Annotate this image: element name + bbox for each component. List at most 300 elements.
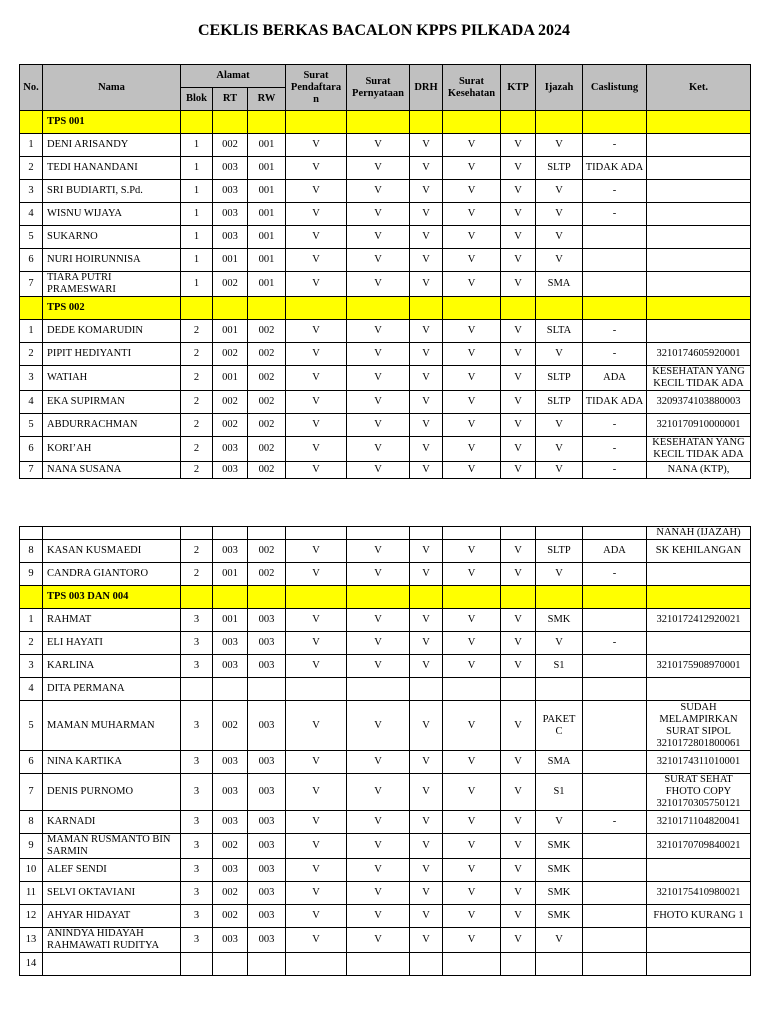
cell-surat-pernyataan: V [347, 343, 410, 366]
cell-ktp: V [501, 655, 536, 678]
cell-caslistung: - [583, 134, 647, 157]
cell-nama: DITA PERMANA [43, 678, 181, 701]
cell-drh: V [410, 540, 443, 563]
cell-ket: NANA (KTP), [647, 462, 751, 479]
cell-nama: PIPIT HEDIYANTI [43, 343, 181, 366]
table-row [20, 527, 751, 540]
cell-nama [43, 527, 181, 540]
cell-surat-pernyataan: V [347, 928, 410, 953]
cell-caslistung [583, 609, 647, 632]
cell-no: 12 [20, 905, 43, 928]
cell-ktp: V [501, 249, 536, 272]
cell-surat-kesehatan: V [443, 249, 501, 272]
cell-caslistung: - [583, 343, 647, 366]
cell-drh: V [410, 414, 443, 437]
cell-ktp: V [501, 134, 536, 157]
cell-nama [43, 953, 181, 976]
cell-ktp: V [501, 540, 536, 563]
cell-rt: 002 [213, 134, 248, 157]
table-row [20, 540, 751, 563]
cell-nama: TIARA PUTRI PRAMESWARI [43, 272, 181, 297]
table-row [20, 882, 751, 905]
cell-rt: 003 [213, 928, 248, 953]
cell-surat-pendaftaran: V [286, 249, 347, 272]
cell-caslistung [583, 928, 647, 953]
cell-surat-kesehatan: V [443, 437, 501, 462]
cell-rw: 003 [248, 609, 286, 632]
cell-ket: SURAT SEHAT FHOTO COPY 3210170305750121 [647, 774, 751, 811]
table-row [20, 928, 751, 953]
table-row [20, 134, 751, 157]
section-row [20, 586, 751, 609]
cell-caslistung: - [583, 811, 647, 834]
cell-rw: 003 [248, 834, 286, 859]
cell-rt: 002 [213, 882, 248, 905]
cell-nama: KORI’AH [43, 437, 181, 462]
cell-rt: 002 [213, 272, 248, 297]
cell-caslistung: - [583, 180, 647, 203]
section-cell [501, 586, 536, 609]
section-cell [181, 586, 213, 609]
header-rw: RW [248, 88, 286, 111]
cell-ket [647, 272, 751, 297]
section-cell [583, 297, 647, 320]
cell-surat-kesehatan: V [443, 391, 501, 414]
cell-surat-pernyataan: V [347, 701, 410, 751]
cell-surat-pernyataan: V [347, 391, 410, 414]
cell-nama: RAHMAT [43, 609, 181, 632]
section-cell [213, 586, 248, 609]
cell-no: 4 [20, 391, 43, 414]
section-cell [286, 111, 347, 134]
cell-no: 6 [20, 751, 43, 774]
cell-blok: 3 [181, 859, 213, 882]
cell-ket: KESEHATAN YANG KECIL TIDAK ADA [647, 437, 751, 462]
cell-nama: ALEF SENDI [43, 859, 181, 882]
cell-nama: WISNU WIJAYA [43, 203, 181, 226]
table-row [20, 859, 751, 882]
cell-rw: 002 [248, 563, 286, 586]
cell-surat-pernyataan: V [347, 366, 410, 391]
cell-ktp: V [501, 157, 536, 180]
cell-drh: V [410, 632, 443, 655]
cell-surat-pendaftaran: V [286, 320, 347, 343]
cell-no: 2 [20, 157, 43, 180]
cell-ijazah [536, 527, 583, 540]
section-cell [443, 111, 501, 134]
cell-ket: 3210175908970001 [647, 655, 751, 678]
cell-ktp: V [501, 774, 536, 811]
cell-caslistung [583, 751, 647, 774]
cell-rt: 003 [213, 437, 248, 462]
cell-no: 1 [20, 134, 43, 157]
cell-surat-pendaftaran: V [286, 905, 347, 928]
cell-drh: V [410, 751, 443, 774]
cell-ktp [501, 527, 536, 540]
table-row [20, 366, 751, 391]
cell-caslistung [583, 678, 647, 701]
cell-ktp: V [501, 928, 536, 953]
section-row [20, 297, 751, 320]
cell-ket [647, 157, 751, 180]
cell-rw: 003 [248, 928, 286, 953]
cell-blok: 2 [181, 343, 213, 366]
cell-ktp: V [501, 811, 536, 834]
header-ket: Ket. [647, 65, 751, 111]
header-blok: Blok [181, 88, 213, 111]
cell-ijazah: V [536, 632, 583, 655]
cell-surat-pernyataan: V [347, 540, 410, 563]
table-row [20, 157, 751, 180]
cell-surat-pernyataan: V [347, 203, 410, 226]
cell-blok: 1 [181, 203, 213, 226]
cell-rt: 003 [213, 811, 248, 834]
cell-rw: 001 [248, 226, 286, 249]
cell-rw: 003 [248, 859, 286, 882]
cell-rt: 003 [213, 462, 248, 479]
cell-surat-pendaftaran: V [286, 701, 347, 751]
cell-surat-kesehatan: V [443, 751, 501, 774]
table-row [20, 437, 751, 462]
cell-ket: FHOTO KURANG 1 [647, 905, 751, 928]
section-cell [443, 586, 501, 609]
cell-no: 5 [20, 414, 43, 437]
cell-ijazah: SMK [536, 834, 583, 859]
section-cell [647, 111, 751, 134]
table-row [20, 563, 751, 586]
cell-rt: 003 [213, 632, 248, 655]
cell-surat-pernyataan: V [347, 437, 410, 462]
table-row [20, 462, 751, 479]
table-row [20, 678, 751, 701]
cell-blok [181, 678, 213, 701]
cell-rt: 001 [213, 249, 248, 272]
cell-surat-pendaftaran: V [286, 563, 347, 586]
cell-nama: DENI ARISANDY [43, 134, 181, 157]
cell-surat-pendaftaran: V [286, 928, 347, 953]
section-cell [410, 586, 443, 609]
cell-rw: 003 [248, 811, 286, 834]
cell-drh: V [410, 609, 443, 632]
cell-surat-pendaftaran: V [286, 540, 347, 563]
table-row [20, 834, 751, 859]
cell-drh: V [410, 320, 443, 343]
cell-rw [248, 953, 286, 976]
cell-blok: 2 [181, 563, 213, 586]
section-cell [647, 297, 751, 320]
cell-drh: V [410, 203, 443, 226]
cell-ktp: V [501, 834, 536, 859]
cell-no: 5 [20, 226, 43, 249]
cell-surat-kesehatan [443, 678, 501, 701]
cell-ket [647, 928, 751, 953]
cell-nama: SELVI OKTAVIANI [43, 882, 181, 905]
cell-surat-pernyataan: V [347, 414, 410, 437]
cell-blok: 3 [181, 811, 213, 834]
cell-ijazah: SMK [536, 609, 583, 632]
cell-blok: 3 [181, 655, 213, 678]
cell-rw: 002 [248, 462, 286, 479]
cell-nama: EKA SUPIRMAN [43, 391, 181, 414]
cell-ktp: V [501, 751, 536, 774]
cell-surat-kesehatan: V [443, 834, 501, 859]
checklist-table-page-2 [19, 526, 751, 976]
section-cell [347, 586, 410, 609]
cell-nama: MAMAN MUHARMAN [43, 701, 181, 751]
cell-rt: 001 [213, 366, 248, 391]
cell-drh: V [410, 437, 443, 462]
cell-drh: V [410, 774, 443, 811]
cell-surat-pendaftaran [286, 527, 347, 540]
cell-drh: V [410, 905, 443, 928]
section-row [20, 111, 751, 134]
cell-ktp: V [501, 320, 536, 343]
header-drh: DRH [410, 65, 443, 111]
table-row [20, 953, 751, 976]
section-label: TPS 003 DAN 004 [43, 586, 181, 609]
cell-surat-pernyataan: V [347, 320, 410, 343]
cell-ket: 3210170910000001 [647, 414, 751, 437]
cell-rt [213, 953, 248, 976]
section-cell [20, 586, 43, 609]
cell-drh: V [410, 701, 443, 751]
cell-drh: V [410, 343, 443, 366]
cell-blok: 1 [181, 157, 213, 180]
cell-surat-kesehatan: V [443, 882, 501, 905]
cell-no: 2 [20, 343, 43, 366]
cell-surat-pernyataan [347, 953, 410, 976]
header-surat-kesehatan: Surat Kesehatan [443, 65, 501, 111]
cell-surat-pernyataan: V [347, 859, 410, 882]
cell-surat-kesehatan: V [443, 609, 501, 632]
cell-ktp: V [501, 462, 536, 479]
cell-ket: SK KEHILANGAN [647, 540, 751, 563]
cell-surat-pernyataan: V [347, 134, 410, 157]
cell-ijazah: S1 [536, 774, 583, 811]
cell-rt: 001 [213, 320, 248, 343]
cell-ket [647, 678, 751, 701]
cell-caslistung: ADA [583, 540, 647, 563]
cell-rw: 002 [248, 540, 286, 563]
section-cell [410, 297, 443, 320]
cell-ijazah: V [536, 563, 583, 586]
section-cell [286, 297, 347, 320]
cell-blok: 2 [181, 437, 213, 462]
table-row [20, 905, 751, 928]
cell-blok: 2 [181, 320, 213, 343]
cell-blok: 3 [181, 632, 213, 655]
cell-ijazah: SMK [536, 882, 583, 905]
cell-surat-kesehatan: V [443, 774, 501, 811]
cell-ktp: V [501, 609, 536, 632]
cell-surat-pendaftaran: V [286, 632, 347, 655]
cell-surat-kesehatan: V [443, 203, 501, 226]
table-row [20, 249, 751, 272]
cell-ktp: V [501, 905, 536, 928]
table-row [20, 343, 751, 366]
section-label: TPS 001 [43, 111, 181, 134]
cell-rt: 003 [213, 540, 248, 563]
cell-blok [181, 527, 213, 540]
cell-nama: TEDI HANANDANI [43, 157, 181, 180]
cell-surat-pernyataan: V [347, 655, 410, 678]
cell-no: 9 [20, 834, 43, 859]
cell-rt: 002 [213, 701, 248, 751]
cell-rw: 002 [248, 437, 286, 462]
cell-drh: V [410, 272, 443, 297]
cell-surat-pendaftaran: V [286, 882, 347, 905]
cell-caslistung [583, 953, 647, 976]
cell-surat-kesehatan: V [443, 859, 501, 882]
cell-ijazah: V [536, 249, 583, 272]
header-caslistung: Caslistung [583, 65, 647, 111]
cell-rt: 002 [213, 343, 248, 366]
section-cell [647, 586, 751, 609]
table-row [20, 701, 751, 751]
cell-surat-kesehatan: V [443, 540, 501, 563]
cell-no: 7 [20, 462, 43, 479]
cell-rt: 003 [213, 203, 248, 226]
cell-surat-kesehatan: V [443, 366, 501, 391]
cell-surat-kesehatan: V [443, 343, 501, 366]
cell-drh: V [410, 226, 443, 249]
cell-ijazah: SLTP [536, 157, 583, 180]
cell-nama: KASAN KUSMAEDI [43, 540, 181, 563]
cell-caslistung: - [583, 632, 647, 655]
cell-drh: V [410, 928, 443, 953]
cell-ijazah: SLTP [536, 366, 583, 391]
cell-surat-pernyataan: V [347, 834, 410, 859]
cell-surat-pernyataan: V [347, 462, 410, 479]
cell-blok: 1 [181, 272, 213, 297]
section-cell [248, 111, 286, 134]
cell-drh: V [410, 249, 443, 272]
cell-ijazah: SMK [536, 905, 583, 928]
cell-nama: DEDE KOMARUDIN [43, 320, 181, 343]
cell-surat-kesehatan: V [443, 320, 501, 343]
cell-rt [213, 678, 248, 701]
cell-ijazah: V [536, 180, 583, 203]
cell-no: 3 [20, 655, 43, 678]
cell-rt: 003 [213, 157, 248, 180]
cell-caslistung: ADA [583, 366, 647, 391]
cell-ktp: V [501, 366, 536, 391]
cell-caslistung [583, 527, 647, 540]
cell-ijazah: V [536, 226, 583, 249]
cell-ket [647, 180, 751, 203]
cell-ket [647, 859, 751, 882]
cell-rw: 002 [248, 414, 286, 437]
cell-ktp: V [501, 391, 536, 414]
cell-ket [647, 563, 751, 586]
header-surat-pernyataan: Surat Pernyataan [347, 65, 410, 111]
table-row [20, 180, 751, 203]
cell-surat-pendaftaran: V [286, 774, 347, 811]
cell-surat-kesehatan: V [443, 414, 501, 437]
cell-rt: 001 [213, 609, 248, 632]
cell-blok: 3 [181, 609, 213, 632]
section-cell [20, 297, 43, 320]
cell-ijazah: V [536, 928, 583, 953]
cell-surat-kesehatan: V [443, 905, 501, 928]
cell-ijazah: V [536, 134, 583, 157]
cell-rw: 001 [248, 180, 286, 203]
cell-surat-kesehatan: V [443, 272, 501, 297]
cell-surat-kesehatan: V [443, 157, 501, 180]
document-title: CEKLIS BERKAS BACALON KPPS PILKADA 2024 [197, 22, 571, 39]
cell-ktp: V [501, 632, 536, 655]
cell-rw: 002 [248, 391, 286, 414]
section-cell [347, 111, 410, 134]
cell-ktp [501, 953, 536, 976]
cell-drh [410, 953, 443, 976]
header-no: No. [20, 65, 43, 111]
cell-rw: 003 [248, 632, 286, 655]
table-row [20, 811, 751, 834]
cell-rw: 002 [248, 343, 286, 366]
cell-rt: 001 [213, 563, 248, 586]
table-row [20, 391, 751, 414]
cell-no: 4 [20, 678, 43, 701]
table-row [20, 226, 751, 249]
header-nama: Nama [43, 65, 181, 111]
cell-surat-pendaftaran: V [286, 437, 347, 462]
cell-rt: 003 [213, 180, 248, 203]
cell-drh: V [410, 811, 443, 834]
cell-no: 7 [20, 774, 43, 811]
table-body-page-2 [20, 527, 751, 976]
cell-caslistung: - [583, 462, 647, 479]
cell-rw: 001 [248, 157, 286, 180]
cell-drh: V [410, 859, 443, 882]
cell-surat-kesehatan: V [443, 928, 501, 953]
cell-surat-pendaftaran: V [286, 226, 347, 249]
section-cell [410, 111, 443, 134]
cell-ket: 3209374103880003 [647, 391, 751, 414]
cell-surat-pernyataan [347, 527, 410, 540]
header-alamat: Alamat [181, 65, 286, 88]
cell-surat-pendaftaran: V [286, 609, 347, 632]
cell-ijazah [536, 678, 583, 701]
cell-surat-pernyataan: V [347, 811, 410, 834]
cell-caslistung [583, 701, 647, 751]
cell-no: 13 [20, 928, 43, 953]
table-row [20, 751, 751, 774]
cell-surat-pernyataan: V [347, 226, 410, 249]
cell-ket [647, 632, 751, 655]
cell-surat-pernyataan: V [347, 609, 410, 632]
cell-ijazah: V [536, 462, 583, 479]
cell-surat-pendaftaran: V [286, 751, 347, 774]
cell-no: 10 [20, 859, 43, 882]
cell-surat-kesehatan: V [443, 462, 501, 479]
cell-no: 8 [20, 540, 43, 563]
cell-nama: KARNADI [43, 811, 181, 834]
cell-ktp: V [501, 226, 536, 249]
cell-surat-kesehatan: V [443, 226, 501, 249]
cell-surat-pendaftaran: V [286, 811, 347, 834]
cell-blok [181, 953, 213, 976]
cell-ket [647, 203, 751, 226]
cell-caslistung [583, 226, 647, 249]
cell-drh: V [410, 834, 443, 859]
cell-surat-pendaftaran: V [286, 343, 347, 366]
cell-nama: NURI HOIRUNNISA [43, 249, 181, 272]
cell-nama: NANA SUSANA [43, 462, 181, 479]
cell-surat-pernyataan: V [347, 905, 410, 928]
cell-nama: SRI BUDIARTI, S.Pd. [43, 180, 181, 203]
cell-surat-kesehatan [443, 527, 501, 540]
